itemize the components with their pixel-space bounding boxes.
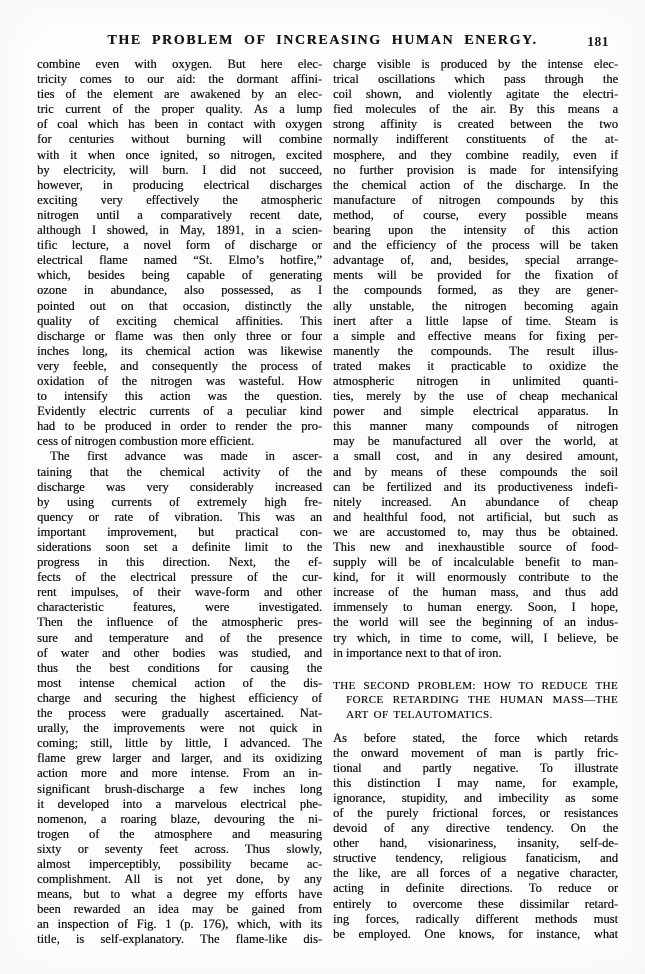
text-line: progress in this direction. Next, the ef-: [37, 555, 322, 570]
text-line: an inspection of Fig. 1 (p. 176), which, with its: [37, 917, 322, 932]
text-line: Then the influence of the atmospheric pres-: [37, 615, 322, 630]
heading-line: THE SECOND PROBLEM: HOW TO REDUCE THE: [333, 679, 618, 692]
text-line: we are accustomed to, may thus be obtained.: [333, 524, 618, 539]
text-line: significant brush-discharge a few inches long: [37, 781, 322, 796]
text-line: try which, in time to come, will, I believe, be: [333, 630, 618, 645]
text-line: and by means of these compounds the soil: [333, 464, 618, 479]
text-line: inert after a little lapse of time. Steam is: [333, 313, 618, 328]
text-line: taining that the chemical activity of the: [37, 464, 322, 479]
text-line: to intensify this action was the question.: [37, 389, 322, 404]
text-line: atmospheric nitrogen in unlimited quanti-: [333, 373, 618, 388]
text-line: trogen of the atmosphere and measuring: [37, 826, 322, 841]
left-column: [37, 57, 322, 948]
text-line: complishment. All is not yet done, by any: [37, 872, 322, 887]
page-number: 181: [587, 34, 609, 49]
text-line: means, but to what a degree my efforts have: [37, 887, 322, 902]
text-line: charge and securing the highest efficiency of: [37, 690, 322, 705]
text-line: with it when once ignited, so nitrogen, excited: [37, 147, 322, 162]
text-line: in importance next to that of iron.: [333, 645, 502, 660]
text-line: the chemical action of the discharge. In the: [333, 177, 618, 192]
text-line: of the purely frictional forces, or resistances: [333, 806, 618, 820]
text-line: Evidently electric currents of a peculiar kind: [37, 404, 322, 419]
text-line: ties, merely by the use of cheap mechanical: [333, 389, 618, 404]
text-line: power and simple electrical apparatus. In: [333, 404, 618, 419]
text-line: kind, for it will enormously contribute to the: [333, 570, 618, 585]
page-header: [0, 33, 645, 51]
text-line: important improvement, but practical con-: [37, 524, 322, 539]
heading-line: ART OF TELAUTOMATICS.: [346, 708, 493, 721]
page-title: THE PROBLEM OF INCREASING HUMAN ENERGY.: [107, 33, 538, 48]
text-line: ties of the element are awakened by an elec-: [37, 87, 322, 102]
text-line: exciting very effectively the atmospheric: [37, 192, 322, 207]
text-line: by electricity, will burn. I did not succeed,: [37, 162, 322, 177]
text-line: rent impulses, of their wave-form and other: [37, 585, 322, 600]
text-line: quency or rate of vibration. This was an: [37, 509, 322, 524]
text-line: which, besides being capable of generating: [37, 268, 322, 283]
text-line: normally indifferent constituents of the at-: [333, 132, 618, 147]
text-line: tricity comes to our aid: the dormant affini-: [37, 72, 322, 87]
text-line: thus the best conditions for causing the: [37, 660, 322, 675]
text-line: almost imperceptibly, possibility became ac-: [37, 856, 322, 871]
text-line: trical oscillations which pass through the: [333, 72, 618, 87]
text-line: can be fertilized and its productiveness indefi-: [333, 479, 618, 494]
paragraph: [37, 57, 322, 449]
text-line: although I showed, in May, 1891, in a scien-: [37, 223, 322, 238]
text-line: advantage of, and, besides, special arrange-: [333, 253, 618, 268]
text-line: manently the compounds. The result illus-: [333, 343, 618, 358]
text-line: charge visible is produced by the intense elec-: [333, 57, 618, 71]
text-line: siderations soon set a definite limit to the: [37, 540, 322, 554]
paragraph: [333, 731, 618, 942]
text-line: ing forces, radically different methods must: [333, 911, 618, 926]
text-line: and healthful food, not artificial, but such as: [333, 509, 618, 524]
text-line: discharge was very considerably increased: [37, 479, 322, 494]
text-columns: [37, 57, 618, 948]
text-line: title, is self-explanatory. The flame-like dis-: [37, 932, 322, 947]
text-line: structive tendency, religious fanaticism, and: [333, 851, 618, 866]
text-line: acting in definite directions. To reduce or: [333, 881, 618, 896]
text-line: the like, are all forces of a negative character,: [333, 866, 618, 881]
text-line: had to be produced in order to render the pro-: [37, 419, 322, 434]
text-line: tific lecture, a novel form of discharge or: [37, 238, 322, 253]
text-line: and the efficiency of the process will be taken: [333, 238, 618, 253]
text-line: increase of the human mass, and thus add: [333, 585, 618, 600]
text-line: entirely to overcome these dissimilar retard-: [333, 896, 618, 911]
text-line: As before stated, the force which retards: [333, 730, 618, 745]
text-line: be employed. One knows, for instance, what: [333, 926, 618, 941]
text-line: no further provision is made for intensifying: [333, 162, 618, 177]
text-line: the onward movement of man is partly fric-: [333, 745, 618, 760]
text-line: fied molecules of the air. By this means a: [333, 102, 618, 117]
text-line: characteristic features, were investigated.: [37, 600, 322, 615]
text-line: trated makes it practicable to oxidize the: [333, 358, 618, 373]
text-line: tric current of the proper quality. As a lump: [37, 102, 322, 117]
text-line: nitrogen until a comparatively recent date,: [37, 207, 322, 222]
text-line: immensely to human energy. Soon, I hope,: [333, 600, 618, 615]
text-line: sure and temperature and of the presence: [37, 630, 322, 645]
text-line: nomenon, a roaring blaze, devouring the ni-: [37, 811, 322, 826]
text-line: very feeble, and consequently the process of: [37, 358, 322, 373]
text-line: bearing upon the intensity of this action: [333, 223, 618, 238]
text-line: supply will be of incalculable benefit to man-: [333, 555, 618, 570]
text-line: urally, the improvements were not quick in: [37, 721, 322, 736]
text-line: mosphere, and they combine readily, even if: [333, 147, 618, 162]
text-line: ments will be provided for the fixation of: [333, 268, 618, 283]
text-line: of water and other bodies was studied, and: [37, 645, 322, 660]
text-line: flame grew larger and larger, and its oxidizing: [37, 751, 322, 766]
text-line: however, in producing electrical discharges: [37, 177, 322, 192]
text-line: electrical flame named “St. Elmo’s hotfire,”: [37, 253, 322, 268]
text-line: ozone in abundance, also possessed, as I: [37, 283, 322, 298]
text-line: discharge or flame was then only three or four: [37, 328, 322, 343]
text-line: most intense chemical action of the dis-: [37, 675, 322, 690]
text-line: action more and more intense. From an in-: [37, 766, 322, 781]
text-line: sixty or seventy feet across. Thus slowly,: [37, 841, 322, 856]
text-line: ignorance, stupidity, and imbecility as some: [333, 790, 618, 805]
text-line: of coal which has been in contact with oxygen: [37, 117, 322, 132]
text-line: strong affinity is created between the two: [333, 117, 618, 132]
text-line: inches long, its chemical action was likewise: [37, 343, 322, 358]
text-line: it developed into a marvelous electrical phe-: [37, 796, 322, 811]
text-line: The first advance was made in ascer-: [50, 449, 322, 464]
text-line: a small cost, and in any desired amount,: [333, 449, 618, 464]
text-line: this distinction I may name, for example,: [333, 775, 618, 790]
text-line: may be manufactured all over the world, at: [333, 434, 618, 449]
text-line: the world will see the beginning of an indus-: [333, 615, 618, 630]
text-line: the process were gradually ascertained. Nat-: [37, 706, 322, 721]
heading-line: FORCE RETARDING THE HUMAN MASS—THE: [346, 694, 618, 707]
text-line: oxidation of the nitrogen was wasteful. How: [37, 373, 322, 388]
text-line: nitely increased. An abundance of cheap: [333, 494, 618, 509]
right-column: [333, 57, 618, 948]
text-line: quality of exciting chemical affinities. This: [37, 313, 322, 328]
text-line: devoid of any directive tendency. On the: [333, 821, 618, 836]
paragraph: [37, 449, 322, 947]
text-line: this manner many compounds of nitrogen: [333, 419, 618, 434]
paragraph: [333, 57, 618, 661]
text-line: the compounds formed, as they are gener-: [333, 283, 618, 298]
text-line: manufacture of nitrogen compounds by this: [333, 192, 618, 207]
text-line: method, of course, every possible means: [333, 207, 618, 222]
text-line: This new and inexhaustible source of food-: [333, 540, 618, 554]
text-line: ally unstable, the nitrogen becoming again: [333, 298, 618, 313]
text-line: coming; still, little by little, I advanced. The: [37, 736, 322, 751]
text-line: cess of nitrogen combustion more efficient.: [37, 434, 255, 449]
section-heading: [333, 679, 618, 723]
text-line: been rewarded an idea may be gained from: [37, 902, 322, 917]
text-line: coil shown, and violently agitate the electri-: [333, 87, 618, 102]
text-line: tional and partly negative. To illustrate: [333, 760, 618, 775]
text-line: pointed out on that occasion, distinctly the: [37, 298, 322, 313]
text-line: by using currents of extremely high fre-: [37, 494, 322, 509]
text-line: fects of the electrical pressure of the cur-: [37, 570, 322, 585]
text-line: combine even with oxygen. But here elec-: [37, 57, 322, 71]
text-line: for centuries without burning will combine: [37, 132, 322, 147]
text-line: other hand, visionariness, insanity, self-de-: [333, 836, 618, 851]
text-line: a simple and effective means for fixing per-: [333, 328, 618, 343]
